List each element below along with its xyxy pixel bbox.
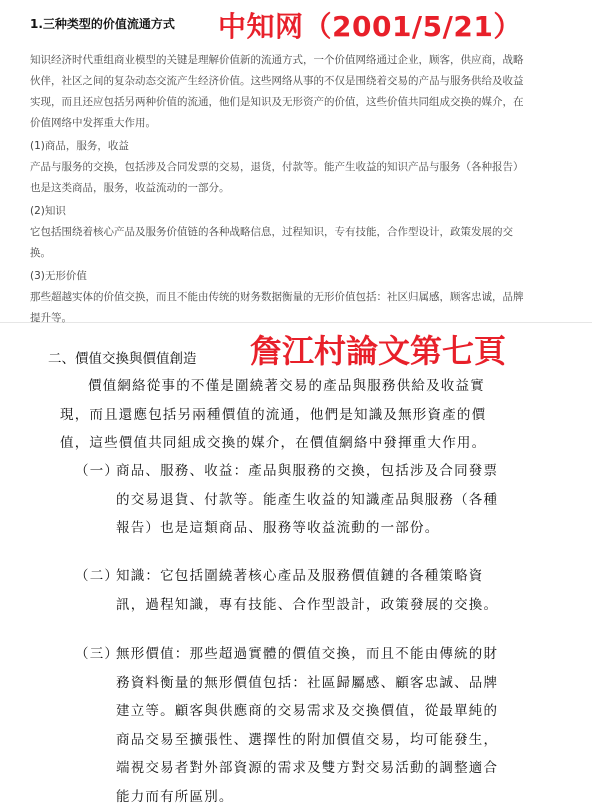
excerpt-item-text: 产品与服务的交换，包括涉及合同发票的交易，退货，付款等。能产生收益的知识产品与服务（各种报告）也是这类商品，服务，收益流动的一部分。 [30,161,524,194]
page-heading: 二、價值交換與價值創造 [48,351,197,367]
excerpt-intro: 知识经济时代重组商业模型的关键是理解价值新的流通方式，一个价值网络通过企业，顾客，供应商，战略伙伴，社区之间的复杂动态交流产生经济价值。这些网络从事的不仅是围绕着交易的产品与服务供给及收益实现，而且还应包括另两种价值的流通，他们是知识及无形资产的价值，这些价值共同组成交换的媒介，在价值网络中发挥重大作用。 [30,54,524,129]
list-item-number: （一） [75,463,120,479]
excerpt-body [30,50,532,329]
source-stamp: 中知网（2001/5/21） [218,10,522,43]
excerpt-item-text: 那些超越实体的价值交换，而且不能由传统的财务数据衡量的无形价值包括：社区归属感，顾客忠诚，品牌提升等。 [30,291,524,324]
section-title: 1.三种类型的价值流通方式 [30,17,175,31]
excerpt-item-heading: (3)无形价值 [30,270,87,282]
list-item-number: （二） [75,568,120,584]
excerpt-item-text: 它包括围绕着核心产品及服务价值链的各种战略信息，过程知识，专有技能，合作型设计，政策发展的交换。 [30,226,513,259]
list-item-text: 商品、服務、收益：產品與服務的交換，包括涉及合同發票的交易退貨、付款等。能產生收益的知識產品與服務（各種報告）也是這類商品、服務等收益流動的一部份。 [116,463,499,536]
excerpt-item-heading: (2)知识 [30,205,66,217]
page-note-stamp: 詹江村論文第七頁 [250,332,507,370]
list-item [75,562,504,619]
list-item-number: （三） [75,646,120,662]
excerpt-item-heading: (1)商品，服务，收益 [30,140,129,152]
list-item [75,457,504,543]
list-item [75,640,504,811]
page-intro-paragraph: 價值網絡從事的不僅是圍繞著交易的產品與服務供給及收益實現，而且還應包括另兩種價值的流通，他們是知識及無形資產的價值，這些價值共同組成交換的媒介，在價值網絡中發揮重大作用。 [60,378,487,451]
list-item-text: 無形價值：那些超過實體的價值交換，而且不能由傳統的財務資料衡量的無形價值包括：社區歸屬感、顧客忠誠、品牌建立等。顧客與供應商的交易需求及交換價值，從最單純的商品交易至擴張性、選擇性的附加價值交易，均可能發生，端視交易者對外部資源的需求及雙方對交易活動的調整適合能力而有所區別。 [116,646,499,805]
list-item-text: 知識：它包括圍繞著核心產品及服務價值鏈的各種策略資訊，過程知識，專有技能、合作型設計，政策發展的交換。 [116,568,499,613]
simplified-chinese-excerpt [0,0,592,323]
